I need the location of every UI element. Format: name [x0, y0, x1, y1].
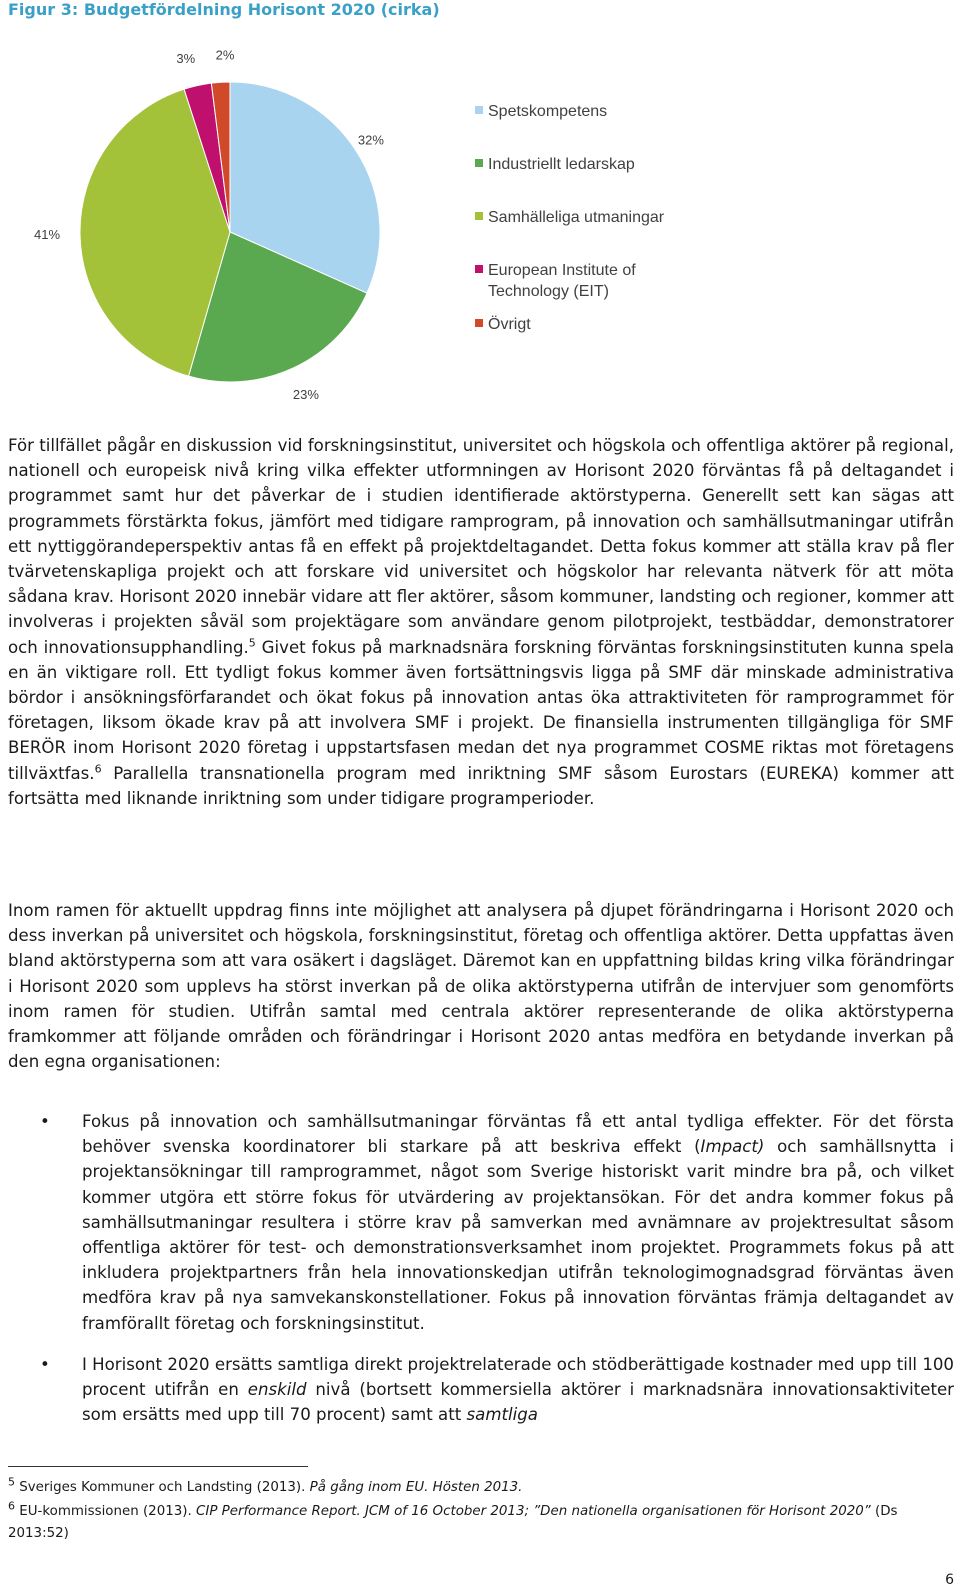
footnote-6-text: EU-kommissionen (2013).: [15, 1504, 197, 1519]
pie-label-industriellt-ledarskap: 23%: [292, 387, 319, 403]
footnote-ref-5: 5: [248, 636, 256, 650]
chart-legend: [475, 103, 665, 333]
legend-label-vrigt: Övrigt: [488, 316, 531, 333]
bullet2-text-a: I Horisont 2020 ersätts samtliga direkt projektrelaterade och stödberättigade kostnader med upp till 100 procent utifrån en: [82, 1354, 954, 1400]
bullet2-text-b: nivå (bortsett kommersiella aktörer i marknadsnära innovationsaktiviteter som ersätts med upp till 70 procent) samt att: [82, 1380, 954, 1425]
footnote-ref-6: 6: [94, 762, 102, 776]
legend-swatch-european-institute-of-technology-eit: [475, 265, 483, 273]
bullet1-text-a: Fokus på innovation och samhällsutmaningar förväntas få ett antal tydliga effekter. För det första behöver svenska koordinatorer bli starkare på att beskriva effekt (: [82, 1112, 954, 1157]
legend-label-spetskompetens: Spetskompetens: [488, 103, 608, 120]
bullet1-emphasis: Impact): [700, 1137, 765, 1157]
legend-swatch-industriellt-ledarskap: [475, 159, 483, 167]
para1-text-b: Givet fokus på marknadsnära forskning förväntas forskningsinstituten kunna spela en än viktigare roll. Ett tydligt fokus kommer även fortsättningsvis ligga på SMF där minskade administrativa bördor i ansökningsförfarandet och ökat fokus på innovation antas öka attraktiviteten för ramprogrammet för företagen, liksom ökade krav på att involvera SMF i projekt. De finansiella instrumenten tillgängliga för SMF BERÖR inom Horisont 2020 företag i uppstartsfasen medan det nya programmet COSME riktas mot företagens tillväxtfas.: [8, 637, 955, 783]
pie-label-samh-lleliga-utmaningar: 41%: [34, 226, 61, 242]
footnote-5: [8, 1477, 948, 1499]
page-number: 6: [945, 1572, 954, 1588]
body-paragraph-2: Inom ramen för aktuellt uppdrag finns inte möjlighet att analysera på djupet förändringarna i Horisont 2020 och dess inverkan på universitet och högskola, forskningsinstitut, företag och offentliga aktörer. Detta uppfattas även bland aktörstyperna som att vara osäkert i dagsläget. Däremot kan en uppfattning bildas kring vilka förändringar i Horisont 2020 som upplevs ha störst inverkan på de olika aktörstyperna utifrån de intervjuer som genomförts inom ramen för studien. Utifrån samtal med centrala aktörer representerande de olika aktörstyperna framkommer att följande områden och förändringar i Horisont 2020 antas medföra en betydande inverkan på den egna organisationen:: [8, 901, 954, 1072]
pie-label-vrigt: 2%: [215, 47, 235, 63]
bullet1-text-b: och samhällsnytta i projektansökningar till ramprogrammet, något som Sverige historiskt varit mindre bra på, och vilket kommer utgöra ett större fokus för utvärdering av projektansökan. För det andra kommer fokus på samhällsutmaningar resultera i större krav på samverkan med avnämnare av projektresultat såsom offentliga aktörer för test- och demonstrationsverksamhet inom projektet. Programmets fokus på att inkludera projektpartners från hela innovationskedjan utifrån teknologimognadsgrad förväntas även medföra krav på nya samvekanskonstellationer. Fokus på innovation förväntas främja deltagandet av framförallt företag och forskningsinstitut.: [82, 1137, 954, 1333]
footnote-divider: [8, 1466, 308, 1467]
para1-text-a: För tillfället pågår en diskussion vid forskningsinstitut, universitet och högskola och offentliga aktörer på regional, nationell och europeisk nivå kring vilka effekter utformningen av Horisont 2020 förväntas få på deltagandet i programmet samt hur det påverkar de i studien identifierade aktörstyperna. Generellt sett kan sägas att programmets förstärkta fokus, jämfört med tidigare ramprogram, på innovation och samhällsutmaningar utifrån ett nyttiggörandeperspektiv antas få en effekt på projektdeltagandet. Detta fokus kommer att ställa krav på fler tvärvetenskapliga projekt och att forskare vid universitet och högskolor har relevanta nätverk för att möta sådana krav. Horisont 2020 innebär vidare att fler aktörer, såsom kommuner, landsting och regioner, kommer att involveras i projekten såväl som projektägare som användare genom pilotprojekt, testbäddar, demonstratorer och innovationsupphandling.: [8, 436, 954, 657]
bullet2-emphasis-2: samtliga: [466, 1405, 538, 1425]
pie-slices: [80, 82, 380, 382]
bullet-item-1: [0, 1109, 954, 1336]
body-paragraph-1: [8, 433, 954, 811]
footnote-6-number: 6: [8, 1499, 15, 1513]
bullet-marker: •: [40, 1354, 50, 1374]
footnote-6-title: CIP Performance Report. JCM of 16 October 2013; ”Den nationella organisationen för Horisont 2020”: [196, 1504, 871, 1519]
footnote-5-number: 5: [8, 1475, 15, 1489]
legend-swatch-spetskompetens: [475, 106, 483, 114]
legend-label-european-institute-of-technology-eit-line-1: European Institute of: [488, 262, 636, 279]
bullet-marker: •: [40, 1112, 50, 1131]
bullet-list: [0, 1109, 954, 1443]
footnote-5-title: På gång inom EU. Hösten 2013.: [309, 1480, 523, 1495]
legend-label-european-institute-of-technology-eit-line-2: Technology (EIT): [488, 283, 609, 300]
budget-pie-chart: [0, 40, 960, 420]
legend-label-samh-lleliga-utmaningar: Samhälleliga utmaningar: [488, 209, 665, 226]
pie-label-european-institute-of-technology-eit: 3%: [176, 51, 196, 67]
figure-caption: Figur 3: Budgetfördelning Horisont 2020 (cirka): [8, 0, 440, 19]
legend-swatch-vrigt: [475, 319, 483, 327]
pie-label-spetskompetens: 32%: [357, 132, 384, 148]
footnote-6-tail: (Ds 2013:52): [8, 1504, 898, 1541]
bullet-item-2: [0, 1352, 954, 1428]
legend-swatch-samh-lleliga-utmaningar: [475, 212, 483, 220]
footnote-5-text: Sveriges Kommuner och Landsting (2013).: [15, 1480, 310, 1495]
para1-text-c: Parallella transnationella program med inriktning SMF såsom Eurostars (EUREKA) kommer att fortsätta med liknande inriktning som under tidigare programperioder.: [8, 763, 954, 808]
legend-label-industriellt-ledarskap: Industriellt ledarskap: [488, 156, 635, 173]
bullet2-emphasis-1: enskild: [247, 1380, 307, 1400]
footnote-6: [8, 1501, 948, 1545]
